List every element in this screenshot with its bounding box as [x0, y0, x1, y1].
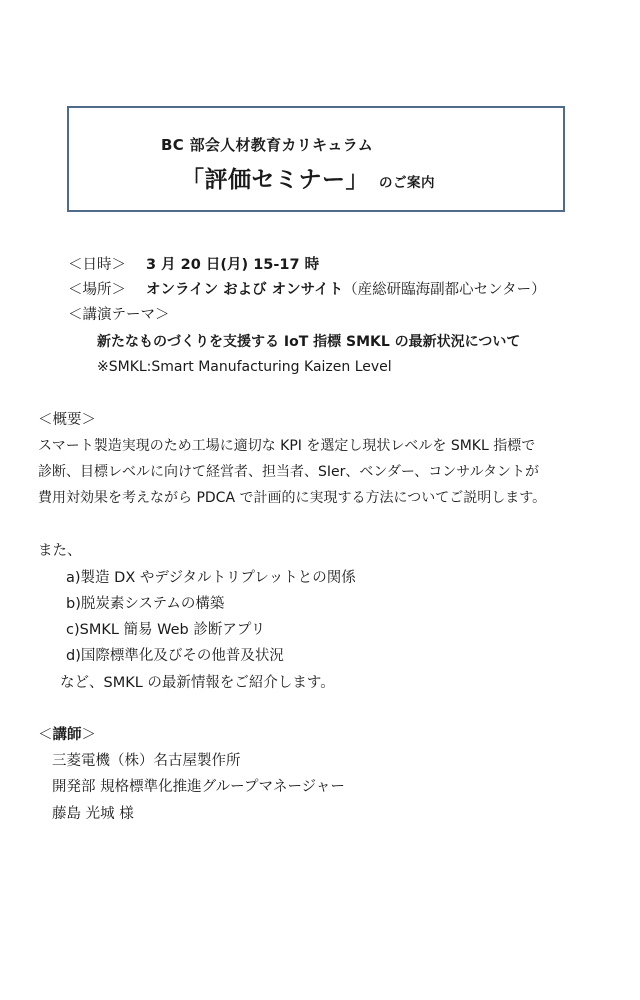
overview-line: 費用対効果を考えながら PDCA で計画的に実現する方法についてご説明します。	[38, 490, 547, 506]
seminar-title	[181, 161, 435, 194]
list-item: b)脱炭素システムの構築	[66, 596, 225, 612]
date-row	[68, 255, 319, 275]
place-value: オンライン および オンサイト	[146, 282, 344, 298]
overview-line: 診断、目標レベルに向けて経営者、担当者、SIer、ベンダー、コンサルタントが	[38, 464, 540, 480]
speaker-position: 開発部 規格標準化推進グループマネージャー	[52, 779, 345, 795]
curriculum-subtitle: BC 部会人材教育カリキュラム	[161, 136, 374, 154]
speaker-heading-close: ＞	[81, 727, 96, 743]
list-item: a)製造 DX やデジタルトリプレットとの関係	[66, 570, 356, 586]
title-box	[67, 106, 565, 212]
topic-label: ＜講演テーマ＞	[68, 307, 170, 323]
overview-heading: ＜概要＞	[38, 412, 96, 428]
speaker-heading	[38, 725, 96, 745]
topic-note: ※SMKL:Smart Manufacturing Kaizen Level	[97, 359, 392, 375]
speaker-company: 三菱電機（株）名古屋製作所	[52, 753, 241, 769]
place-label: ＜場所＞	[68, 282, 126, 298]
speaker-heading-open: ＜	[38, 727, 53, 743]
place-note: （産総研臨海副都心センター）	[343, 282, 546, 298]
list-item: c)SMKL 簡易 Web 診断アプリ	[66, 622, 266, 638]
overview-line: スマート製造実現のため工場に適切な KPI を選定し現状レベルを SMKL 指標で	[38, 438, 536, 454]
also-closing: など、SMKL の最新情報をご紹介します。	[60, 675, 335, 691]
topic-title: 新たなものづくりを支援する IoT 指標 SMKL の最新状況について	[97, 334, 521, 350]
date-label: ＜日時＞	[68, 257, 126, 273]
seminar-title-text: 「評価セミナー」	[181, 167, 369, 193]
also-intro: また、	[38, 543, 82, 559]
place-row	[68, 280, 546, 300]
speaker-heading-text: 講師	[52, 727, 82, 743]
list-item: d)国際標準化及びその他普及状況	[66, 648, 284, 664]
date-value: 3 月 20 日(月) 15-17 時	[146, 257, 320, 273]
seminar-title-suffix: のご案内	[379, 175, 435, 191]
speaker-name: 藤島 光城 様	[52, 806, 134, 822]
